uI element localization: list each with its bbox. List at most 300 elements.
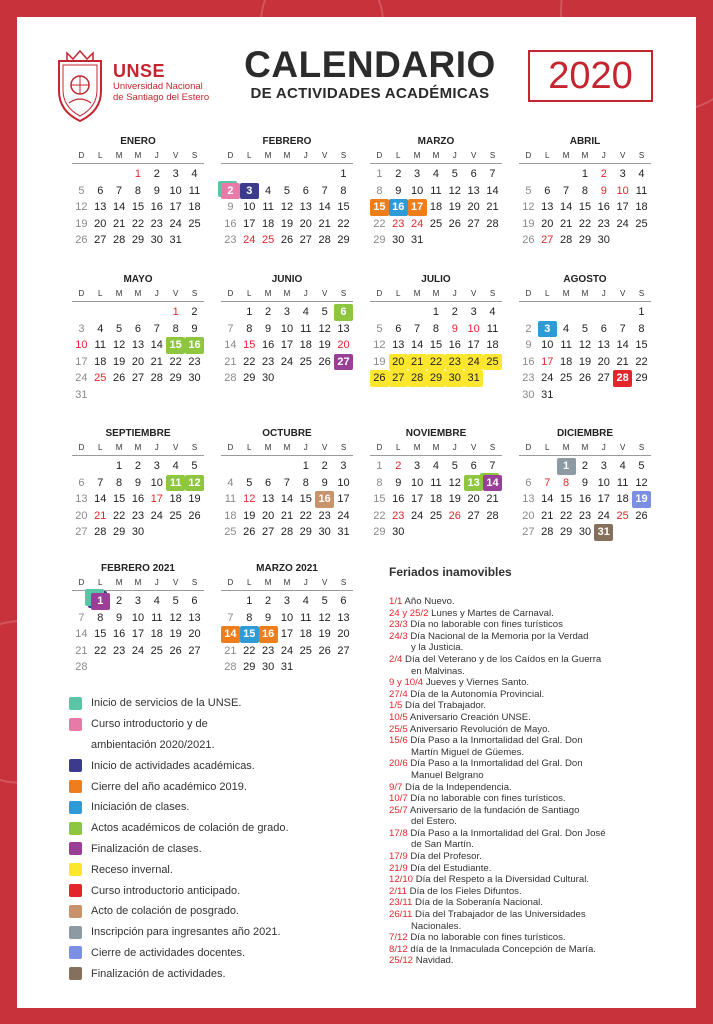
empty-day-cell	[221, 166, 240, 183]
calendar-day: 26	[448, 217, 461, 230]
calendar-day: 29	[559, 526, 573, 538]
calendar-day: 3	[78, 322, 85, 335]
week-row	[72, 491, 204, 508]
calendar-day: 3	[414, 460, 421, 472]
calendar-day: 1	[340, 168, 347, 180]
calendar-day: 10	[131, 611, 145, 624]
calendar-day: 19	[243, 509, 256, 522]
empty-day-cell	[594, 387, 613, 404]
weekday-label: D	[78, 151, 85, 160]
calendar-day: 1	[432, 306, 440, 318]
empty-day-cell	[91, 166, 110, 183]
empty-day-cell	[519, 166, 538, 183]
week-row	[370, 166, 502, 183]
empty-day-cell	[129, 387, 148, 404]
calendar-day: 25	[483, 354, 502, 371]
calendar-day: 1	[557, 458, 576, 475]
week-row	[370, 232, 502, 249]
weekday-label: L	[98, 578, 103, 587]
weekday-header	[72, 287, 204, 302]
calendar-day: 7	[414, 322, 421, 335]
calendar-day: 18	[429, 493, 443, 505]
month-noviembre	[370, 427, 502, 541]
holiday-item	[389, 631, 669, 654]
calendar-day: 4	[265, 184, 272, 197]
legend-label: Inicio de actividades académicas.	[91, 759, 255, 772]
calendar-day: 28	[94, 526, 107, 538]
holiday-text: Día Nacional de la Memoria por la Verdad	[410, 630, 589, 642]
month-name: FEBRERO 2021	[101, 563, 175, 574]
weekday-label: D	[227, 151, 234, 160]
empty-day-cell	[129, 659, 148, 676]
calendar-day: 14	[94, 493, 107, 505]
calendar-day: 4	[432, 168, 440, 180]
calendar-day: 18	[224, 509, 237, 522]
month-junio	[221, 273, 353, 387]
weekday-label: M	[413, 151, 421, 160]
holiday-item	[389, 793, 669, 805]
empty-day-cell	[613, 387, 632, 404]
calendar-day: 15	[243, 339, 256, 351]
calendar-day: 12	[112, 339, 126, 351]
calendar-day: 24	[541, 372, 554, 384]
calendar-day: 15	[299, 493, 312, 505]
calendar-day: 16	[597, 201, 610, 213]
weekday-label: V	[172, 578, 179, 587]
calendar-day: 27	[467, 509, 480, 522]
calendar-day: 5	[451, 168, 458, 180]
calendar-day: 11	[486, 322, 499, 335]
calendar-day: 13	[337, 322, 350, 335]
calendar-day: 27	[131, 372, 145, 384]
calendar-day: 24	[243, 234, 256, 246]
legend-item	[69, 839, 289, 860]
empty-day-cell	[576, 304, 595, 321]
weekday-label: S	[638, 151, 645, 160]
calendar-day: 14	[541, 493, 554, 505]
calendar-day: 25	[429, 509, 443, 522]
legend-swatch	[69, 718, 82, 731]
calendar-day: 24	[280, 355, 294, 368]
calendar-day: 8	[340, 184, 347, 197]
holiday-item	[389, 689, 669, 701]
weekday-label: M	[134, 578, 142, 587]
empty-day-cell	[185, 232, 204, 249]
holiday-date: 10/7	[389, 793, 408, 805]
calendar-day: 21	[318, 217, 331, 230]
weekday-label: J	[303, 578, 308, 587]
calendar-day: 23	[318, 509, 331, 522]
calendar-day: 6	[470, 460, 477, 472]
holiday-text: Día Paso a la Inmortalidad del Gral. Don	[410, 735, 583, 747]
holiday-text: Día no laborable con fines turísticos.	[410, 793, 566, 805]
holiday-date: 17/8	[389, 827, 408, 839]
weekday-label: V	[470, 289, 477, 298]
calendar-day: 18	[261, 217, 275, 230]
holiday-item	[389, 886, 669, 898]
legend-label: Inicio de servicios de la UNSE.	[91, 697, 242, 710]
calendar-day: 5	[525, 184, 532, 197]
holiday-text: Día del Trabajador de las Universidades	[414, 909, 586, 921]
week-row	[72, 508, 204, 525]
week-row	[221, 337, 353, 354]
empty-day-cell	[315, 659, 334, 676]
calendar-day: 2	[581, 460, 589, 472]
weekday-label: S	[191, 578, 198, 587]
calendar-day: 19	[578, 355, 592, 368]
calendar-day: 16	[315, 491, 334, 508]
legend-item	[69, 901, 289, 922]
holiday-text: Día del Respeto a la Diversidad Cultural.	[415, 874, 589, 886]
month-name: MARZO 2021	[256, 563, 318, 574]
page-subtitle: DE ACTIVIDADES ACADÉMICAS	[250, 85, 490, 102]
calendar-day: 30	[597, 234, 610, 246]
calendar-day: 15	[166, 337, 185, 354]
calendar-day: 20	[389, 354, 408, 371]
empty-day-cell	[166, 524, 185, 541]
calendar-day: 8	[302, 476, 309, 489]
calendar-day: 7	[227, 611, 234, 624]
weekday-label: D	[78, 578, 85, 587]
calendar-day: 3	[414, 168, 421, 180]
calendar-day: 7	[116, 184, 123, 197]
week-row	[221, 304, 353, 321]
empty-day-cell	[278, 166, 297, 183]
calendar-day: 12	[635, 476, 648, 489]
calendar-day: 14	[486, 184, 499, 197]
week-row	[370, 354, 502, 371]
empty-day-cell	[185, 524, 204, 541]
empty-day-cell	[613, 524, 632, 541]
weekday-label: L	[98, 443, 103, 452]
weekday-label: M	[115, 443, 123, 452]
calendar-day: 12	[373, 339, 386, 351]
calendar-day: 27	[94, 234, 107, 246]
week-row	[72, 183, 204, 200]
calendar-day: 14	[318, 201, 331, 213]
calendar-day: 16	[578, 493, 592, 505]
weekday-label: L	[396, 443, 401, 452]
calendar-day: 31	[169, 234, 182, 246]
holiday-text-continued: Manuel Belgrano	[411, 769, 484, 781]
empty-day-cell	[519, 304, 538, 321]
calendar-day: 27	[467, 217, 480, 230]
calendar-day: 17	[169, 201, 182, 213]
calendar-day: 29	[373, 526, 386, 538]
calendar-day: 19	[112, 355, 126, 368]
calendar-day: 24	[337, 509, 350, 522]
calendar-day: 25	[559, 372, 573, 384]
week-row	[221, 524, 353, 541]
month-septiembre	[72, 427, 204, 541]
calendar-day: 9	[525, 339, 532, 351]
calendar-day: 2	[153, 168, 160, 180]
calendar-day: 21	[112, 217, 126, 230]
calendar-day: 10	[597, 476, 610, 489]
calendar-day: 22	[243, 644, 256, 657]
calendar-day: 30	[578, 526, 592, 538]
week-row	[519, 337, 651, 354]
holiday-text-continued: Martín Miguel de Güemes.	[411, 746, 525, 758]
weekday-header	[221, 287, 353, 302]
week-row	[519, 304, 651, 321]
empty-day-cell	[538, 458, 557, 475]
calendar-day: 21	[408, 354, 427, 371]
weekday-label: M	[581, 151, 589, 160]
calendar-day: 17	[541, 355, 554, 368]
empty-day-cell	[427, 232, 446, 249]
week-row	[221, 593, 353, 610]
weekday-header	[72, 441, 204, 456]
calendar-day: 8	[432, 322, 440, 335]
calendar-day: 11	[262, 201, 274, 213]
legend-swatch	[69, 863, 82, 876]
holiday-date: 9 y 10/4	[389, 677, 424, 689]
empty-day-cell	[259, 166, 278, 183]
empty-day-cell	[129, 304, 148, 321]
week-row	[519, 166, 651, 183]
calendar-day: 13	[337, 611, 350, 624]
calendar-day: 26	[188, 509, 201, 522]
calendar-day: 15	[578, 201, 592, 213]
calendar-day: 31	[464, 370, 483, 387]
weekday-label: S	[340, 289, 347, 298]
calendar-day: 25	[635, 217, 648, 230]
weekday-label: M	[283, 289, 291, 298]
weekday-label: J	[452, 289, 457, 298]
calendar-day: 22	[94, 644, 107, 657]
calendar-day: 6	[97, 184, 104, 197]
month-name: OCTUBRE	[262, 428, 312, 439]
calendar-day: 5	[376, 322, 383, 335]
calendar-day: 24	[616, 217, 629, 230]
calendar-day: 14	[280, 493, 294, 505]
calendar-day: 3	[470, 306, 477, 318]
empty-day-cell	[91, 458, 110, 475]
calendar-day: 9	[265, 322, 272, 335]
legend-swatch	[69, 822, 82, 835]
weekday-label: M	[283, 151, 291, 160]
legend-label: Curso introductorio anticipado.	[91, 884, 241, 897]
calendar-day: 20	[299, 217, 312, 230]
calendar-day: 20	[337, 339, 350, 351]
holiday-date: 12/10	[389, 874, 414, 886]
calendar-day: 17	[150, 493, 163, 505]
empty-day-cell	[557, 166, 576, 183]
calendar-day: 18	[486, 339, 499, 351]
weekday-header	[72, 149, 204, 164]
calendar-day: 11	[94, 339, 106, 351]
unse-crest-logo	[53, 47, 107, 125]
holiday-item	[389, 828, 669, 851]
weekday-label: V	[172, 443, 179, 452]
calendar-day: 17	[597, 493, 610, 505]
calendar-day: 1	[91, 593, 110, 610]
calendar-day: 22	[373, 509, 386, 522]
weekday-header	[72, 576, 204, 591]
holiday-item	[389, 596, 669, 608]
calendar-day: 23	[188, 355, 201, 368]
calendar-day: 10	[410, 184, 424, 197]
empty-day-cell	[221, 458, 240, 475]
empty-day-cell	[147, 524, 166, 541]
brand-name: UNSE	[113, 61, 166, 81]
calendar-day: 31	[410, 234, 424, 246]
holiday-item	[389, 955, 669, 967]
holiday-item	[389, 619, 669, 631]
calendar-day: 8	[376, 184, 383, 197]
empty-day-cell	[72, 458, 91, 475]
calendar-day: 3	[538, 321, 557, 338]
month-name: MAYO	[123, 274, 153, 285]
calendar-day: 2	[265, 306, 272, 318]
holiday-date: 27/4	[389, 688, 408, 700]
weekday-label: V	[619, 443, 626, 452]
holiday-date: 20/6	[389, 758, 408, 770]
holiday-text: Año Nuevo.	[404, 596, 455, 607]
week-row	[519, 370, 651, 387]
weekday-label: M	[115, 578, 123, 587]
legend	[69, 693, 289, 984]
calendar-day: 21	[75, 644, 88, 657]
week-row	[72, 458, 204, 475]
legend-item	[69, 755, 289, 776]
week-row	[370, 199, 502, 216]
legend-swatch	[69, 780, 82, 793]
calendar-day: 7	[563, 184, 570, 197]
empty-day-cell	[315, 166, 334, 183]
calendar-day: 11	[430, 476, 442, 489]
weekday-label: L	[396, 289, 401, 298]
calendar-day: 13	[522, 493, 535, 505]
week-row	[72, 304, 204, 321]
calendar-day: 26	[635, 509, 648, 522]
holiday-date: 8/12	[389, 943, 408, 955]
calendar-day: 4	[191, 168, 198, 180]
holiday-item	[389, 654, 669, 677]
holiday-text: Día no laborable con fines turísticos	[410, 619, 563, 631]
weekday-label: M	[432, 151, 440, 160]
week-row	[72, 643, 204, 660]
calendar-day: 24	[75, 372, 88, 384]
empty-day-cell	[278, 370, 297, 387]
holiday-date: 15/6	[389, 735, 408, 747]
calendar-day: 13	[261, 493, 275, 505]
weekday-label: V	[619, 151, 626, 160]
week-row	[370, 183, 502, 200]
empty-day-cell	[632, 387, 651, 404]
weekday-label: J	[601, 151, 606, 160]
calendar-day: 11	[616, 476, 629, 489]
weekday-label: M	[264, 289, 272, 298]
week-row	[221, 508, 353, 525]
holiday-date: 25/5	[389, 723, 408, 735]
holiday-date: 21/9	[389, 862, 408, 874]
holiday-date: 24 y 25/2	[389, 607, 429, 619]
holiday-text: Día de la Soberanía Nacional.	[414, 897, 543, 909]
calendar-day: 8	[581, 184, 589, 197]
weekday-label: V	[470, 443, 477, 452]
week-row	[221, 370, 353, 387]
holiday-text: Día del Trabajador.	[405, 700, 487, 712]
brand-subtitle-line2: de Santiago del Estero	[113, 92, 210, 103]
empty-day-cell	[538, 304, 557, 321]
calendar-day: 9	[395, 476, 402, 489]
calendar-day: 15	[94, 628, 107, 640]
calendar-day: 17	[280, 339, 294, 351]
calendar-day: 11	[300, 322, 312, 335]
weekday-label: D	[525, 443, 532, 452]
weekday-label: L	[247, 578, 252, 587]
calendar-day: 14	[616, 339, 629, 351]
weekday-label: V	[172, 151, 179, 160]
week-row	[519, 387, 651, 404]
week-row	[370, 321, 502, 338]
legend-swatch	[69, 801, 82, 814]
holiday-text: Día Paso a la Inmortalidad del Gral. Don José	[410, 827, 606, 839]
empty-day-cell	[147, 659, 166, 676]
month-marzo-2021	[221, 562, 353, 676]
weekday-label: V	[321, 578, 328, 587]
week-row	[72, 199, 204, 216]
calendar-day: 4	[638, 168, 645, 180]
weekday-label: J	[154, 151, 159, 160]
week-row	[72, 232, 204, 249]
calendar-day: 13	[94, 201, 107, 213]
calendar-day: 27	[261, 526, 275, 538]
calendar-day: 14	[224, 339, 237, 351]
empty-day-cell	[576, 387, 595, 404]
holiday-item	[389, 944, 669, 956]
calendar-day: 1	[172, 306, 179, 318]
calendar-day: 9	[134, 476, 142, 489]
weekday-label: S	[191, 151, 198, 160]
calendar-day: 26	[318, 644, 331, 657]
calendar-day: 19	[318, 339, 331, 351]
calendar-day: 15	[559, 493, 573, 505]
calendar-day: 4	[227, 476, 234, 489]
calendar-day: 16	[150, 201, 163, 213]
calendar-day: 24	[464, 354, 483, 371]
calendar-day: 12	[243, 493, 256, 505]
legend-swatch	[69, 926, 82, 939]
empty-day-cell	[483, 370, 502, 387]
month-abril	[519, 135, 651, 249]
calendar-day: 15	[112, 493, 126, 505]
calendar-day: 31	[337, 526, 350, 538]
calendar-day: 1	[376, 460, 383, 472]
weekday-label: S	[191, 289, 198, 298]
legend-swatch	[69, 738, 82, 751]
calendar-day: 29	[243, 372, 256, 384]
calendar-day: 16	[185, 337, 204, 354]
calendar-day: 9	[191, 322, 198, 335]
calendar-day: 21	[150, 355, 163, 368]
calendar-day: 29	[337, 234, 350, 246]
empty-day-cell	[221, 304, 240, 321]
calendar-day: 4	[153, 595, 160, 607]
empty-day-cell	[147, 387, 166, 404]
legend-swatch	[69, 946, 82, 959]
empty-day-cell	[296, 166, 315, 183]
calendar-day: 20	[188, 628, 201, 640]
holiday-text: Día de los Fieles Difuntos.	[409, 885, 522, 897]
month-name: ENERO	[120, 136, 156, 147]
calendar-day: 19	[188, 493, 201, 505]
calendar-day: 8	[116, 476, 123, 489]
calendar-day: 26	[318, 355, 331, 368]
calendar-day: 2	[321, 460, 328, 472]
